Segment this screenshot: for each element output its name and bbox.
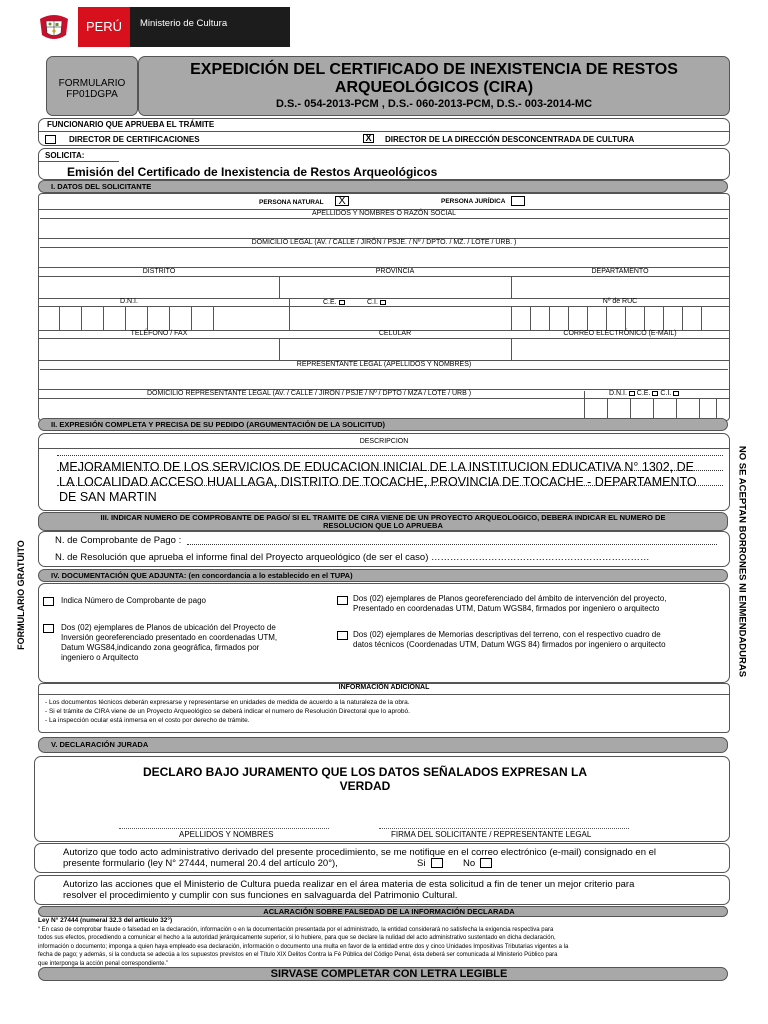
phone-label: TELÉFONO / FAX <box>130 330 188 337</box>
persona-natural-label: PERSONA NATURAL <box>259 199 324 206</box>
mobile-label: CELULAR <box>378 330 412 337</box>
peru-badge: PERÚ <box>78 7 130 47</box>
approver-title: FUNCIONARIO QUE APRUEBA EL TRÁMITE <box>47 120 215 129</box>
desc-line-2: LA LOCALIDAD ACCESO HUALLAGA, DISTRITO DE TOCACHE, PROVINCIA DE TOCACHE - DEPARTAMENTO <box>59 475 697 489</box>
rep-label: REPRESENTANTE LEGAL (APELLIDOS Y NOMBRES) <box>296 361 472 368</box>
persona-natural-checkbox[interactable]: X <box>335 196 349 206</box>
ci-label: C.I. <box>367 299 386 306</box>
auth1-text: Autorizo que todo acto administrativo derivado del presente procedimiento, se me notifique en el correo electrónico (e-mail) consignado en el presente formulario (ley N° 27444, numeral 20.4 del artículo 20°), <box>63 847 657 869</box>
section3-title-2: RESOLUCION QUE LO APRUEBA <box>323 521 443 530</box>
rep-field[interactable] <box>40 369 728 389</box>
mobile-field[interactable] <box>280 339 510 359</box>
rep-address-field[interactable] <box>39 398 584 420</box>
desc-line-1: MEJORAMIENTO DE LOS SERVICIOS DE EDUCACION INICIAL DE LA INSTITUCION EDUCATIVA N° 1302, DE <box>59 460 694 474</box>
director-ddc-label: DIRECTOR DE LA DIRECCIÓN DESCONCENTRADA DE CULTURA <box>385 135 635 144</box>
form-label: FORMULARIO <box>58 78 126 89</box>
doc3-label: Dos (02) ejemplares de Planos georeferenciado del ámbito de intervención del proyecto, Presentado en coordenadas UTM, Datum WGS84, firmados por ingeniero o arquitecto <box>353 594 667 613</box>
district-label: DISTRITO <box>142 268 176 275</box>
section2-box <box>38 433 730 511</box>
section3-box <box>38 531 730 567</box>
approver-box <box>38 118 730 146</box>
doc1-checkbox[interactable] <box>43 597 54 606</box>
names-field[interactable] <box>40 218 728 238</box>
section3-title-1: III. INDICAR NUMERO DE COMPROBANTE DE PAGO/ SI EL TRAMITE DE CIRA VIENE DE UN PROYECTO ARQUEOLOGICO, DEBERA INDICAR EL NUMERO DE <box>100 513 666 522</box>
desc-label: DESCRIPCION <box>359 438 409 445</box>
coat-of-arms-icon <box>36 9 72 45</box>
request-box <box>38 148 730 180</box>
ministry-badge: Ministerio de Cultura <box>130 7 290 47</box>
names-label: APELLIDOS Y NOMBRES O RAZÓN SOCIAL <box>311 210 457 217</box>
page-title: EXPEDICIÓN DEL CERTIFICADO DE INEXISTENCIA DE RESTOS <box>190 61 678 78</box>
notes: - Los documentos técnicos deberán expresarse y representarse en unidades de medida de acuerdo a la naturaleza de la obra. - Si el trámite de CIRA viene de un Proyecto Arqueológico se deberá indicar el numero de Resolución Directoral que lo aprobó. - La inspección ocular está inmersa en el costo por derecho de trámite. <box>45 699 410 724</box>
director-ddc-checkbox[interactable]: X <box>363 134 374 143</box>
no-checkbox[interactable] <box>480 858 492 868</box>
ruc-label: Nº de RUC <box>602 298 638 305</box>
address-label: DOMICILIO LEGAL (AV. / CALLE / JIRÓN / PSJE. / Nº / DPTO. / MZ. / LOTE / URB. ) <box>251 239 517 246</box>
falsedad-box: Ley N° 27444 (numeral 32.3 del artículo 32°) “ En caso de comprobar fraude o falsedad en la declaración, información o en la documentación presentada por el administrado, la entidad considerará no satisfecha la exigencia respectiva para todos sus efectos, procediendo a comunicar el hecho a la autoridad jerárquicamente superior, si lo hubiere, para que se declare la nulidad del acto administrativo sustentado en dicha declaración, información o documento; imponga a quien haya empleado esa declaración, información o documento una multa en favor de la entidad entre dos y cinco Unidades Impositivas Tributarias vigentes a la fecha de pago; y además, si la conducta se adecúa a los supuestos previstos en el Título XIX Delitos Contra la Fé Pública del Código Penal, ésta deberá ser comunicada al Ministerio Público para que interponga la acción penal correspondiente.” <box>38 917 730 969</box>
doc3-checkbox[interactable] <box>337 596 348 605</box>
id-cells[interactable] <box>39 306 729 330</box>
additional-box <box>38 683 730 733</box>
logo <box>30 7 290 47</box>
dni-label: D.N.I. <box>120 298 138 305</box>
page-title-2: ARQUEOLÓGICOS (CIRA) <box>334 79 534 96</box>
falsedad-header: ACLARACIÓN SOBRE FALSEDAD DE LA INFORMACIÓN DECLARADA <box>38 906 728 917</box>
section4-box <box>38 583 730 683</box>
section2-header: II. EXPRESIÓN COMPLETA Y PRECISA DE SU PEDIDO (ARGUMENTACIÓN DE LA SOLICITUD) <box>38 418 728 431</box>
decree-line: D.S.- 054-2013-PCM , D.S.- 060-2013-PCM, D.S.- 003-2014-MC <box>275 98 593 110</box>
title-box <box>138 56 730 116</box>
signature-label: FIRMA DEL SOLICITANTE / REPRESENTANTE LEGAL <box>391 830 592 839</box>
department-label: DEPARTAMENTO <box>591 268 649 275</box>
section4-header: IV. DOCUMENTACIÓN QUE ADJUNTA: (en concordancia a lo establecido en el TUPA) <box>38 569 728 582</box>
address-field[interactable] <box>40 247 728 267</box>
district-field[interactable] <box>40 277 278 297</box>
ce-label: C.E. <box>323 299 345 306</box>
auth2-text: Autorizo las acciones que el Ministerio de Cultura pueda realizar en el área materia de esta solicitud a fin de tener un mejor criterio para resolver el procedimiento y cumplir con sus funciones en salvaguarda del Patrimonio Cultural. <box>63 879 635 901</box>
auth1-box <box>34 843 730 873</box>
director-cert-label: DIRECTOR DE CERTIFICACIONES <box>69 135 200 144</box>
director-cert-checkbox[interactable] <box>45 135 56 144</box>
rep-id-cells[interactable] <box>584 398 729 420</box>
section1-box <box>38 193 730 421</box>
rep-id-labels: D.N.I. C.E. C.I. <box>609 390 679 397</box>
declaration-box <box>34 756 730 842</box>
section3-header <box>38 512 728 531</box>
doc1-label: Indica Número de Comprobante de pago <box>61 596 206 605</box>
receipt-field[interactable] <box>187 544 717 545</box>
request-value: Emisión del Certificado de Inexistencia de Restos Arqueológicos <box>67 165 438 179</box>
phone-field[interactable] <box>40 339 278 359</box>
yes-checkbox[interactable] <box>431 858 443 868</box>
desc-line-3: DE SAN MARTIN <box>59 490 157 504</box>
persona-juridica-label: PERSONA JURÍDICA <box>441 198 506 205</box>
form-code-box <box>46 56 138 116</box>
request-label: SOLICITA: <box>45 151 85 160</box>
doc4-label: Dos (02) ejemplares de Memorias descriptivas del terreno, con el respectivo cuadro de datos técnicos (Coordenadas UTM, Datum WGS 84) firmados por ingeniero o arquitecto <box>353 630 666 649</box>
description-text[interactable] <box>59 460 729 505</box>
resolution-label: N. de Resolución que aprueba el informe final del Proyecto arqueológico (de ser el caso) …………………………………………………………… <box>55 552 650 563</box>
department-field[interactable] <box>512 277 728 297</box>
doc4-checkbox[interactable] <box>337 631 348 640</box>
province-field[interactable] <box>280 277 510 297</box>
sign-names-label: APELLIDOS Y NOMBRES <box>179 830 274 839</box>
additional-title: INFORMACIÓN ADICIONAL <box>338 684 430 691</box>
receipt-label: N. de Comprobante de Pago : <box>55 535 182 546</box>
section1-header: I. DATOS DEL SOLICITANTE <box>38 180 728 193</box>
email-label: CORREO ELECTRÓNICO (E-MAIL) <box>563 330 677 337</box>
no-label: No <box>463 858 476 869</box>
rep-address-label: DOMICILIO REPRESENTANTE LEGAL (AV. / CALLE / JIRON / PSJE / Nº / DPTO / MZA / LOTE / URB ) <box>146 390 472 397</box>
section5-header: V. DECLARACIÓN JURADA <box>38 737 728 753</box>
province-label: PROVINCIA <box>375 268 415 275</box>
doc2-label: Dos (02) ejemplares de Planos de ubicación del Proyecto de Inversión georeferenciado presentado en coordenadas UTM, Datum WGS84,indicando zona geográfica, firmados por ingeniero o Arquitecto <box>61 623 278 662</box>
yes-label: Si <box>417 858 426 869</box>
auth2-box <box>34 875 730 905</box>
footer-bar: SIRVASE COMPLETAR CON LETRA LEGIBLE <box>38 967 728 981</box>
persona-juridica-checkbox[interactable] <box>511 196 525 206</box>
law-ref: Ley N° 27444 (numeral 32.3 del artículo 32°) <box>38 917 173 924</box>
doc2-checkbox[interactable] <box>43 624 54 633</box>
form-code: FP01DGPA <box>66 89 118 100</box>
declaration-text: DECLARO BAJO JURAMENTO QUE LOS DATOS SEÑALADOS EXPRESAN LA VERDAD <box>142 765 588 793</box>
email-field[interactable] <box>512 339 728 359</box>
